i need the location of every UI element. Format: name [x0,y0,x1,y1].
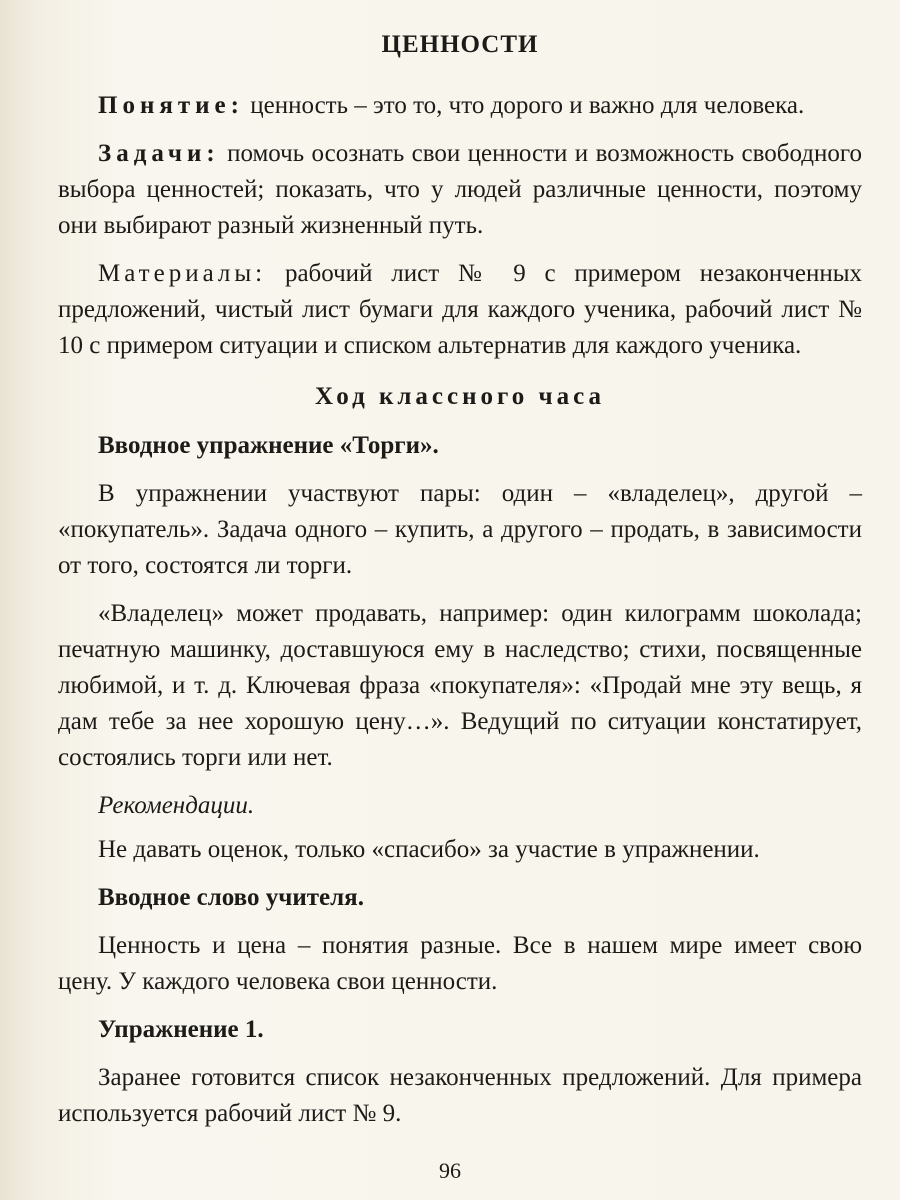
teacher-intro-heading: Вводное слово учителя. [98,884,364,911]
recommendations-text: Не давать оценок, только «спасибо» за участие в упражнении. [98,836,760,863]
concept-text: ценность – это то, что дорого и важно для человека. [243,92,805,119]
materials-text: рабочий лист № 9 с примером незаконченных предложений, чистый лист бумаги для каждого ученика, рабочий лист № 10 с примером ситуации и списком альтернатив для каждого ученика. [58,260,862,359]
materials-label: Материалы: [98,260,267,287]
exercise-1-heading: Упражнение 1. [98,1016,264,1043]
page-number: 96 [439,1158,461,1183]
concept-label: Понятие: [98,92,244,119]
exercise-intro-paragraph-1: В упражнении участвуют пары: один – «владелец», другой – «покупатель». Задача одного – купить, а другого – продать, в зависимости от того, состоятся ли торги. [58,480,862,579]
teacher-intro-text: Ценность и цена – понятия разные. Все в нашем мире имеет свою цену. У каждого человека свои ценности. [58,932,862,995]
page-title: ЦЕННОСТИ [381,31,539,58]
exercise-1-text: Заранее готовится список незаконченных предложений. Для примера используется рабочий лист № 9. [58,1064,862,1127]
materials-paragraph [58,256,862,364]
tasks-paragraph [58,136,862,244]
tasks-label: Задачи: [98,140,220,167]
tasks-text: помочь осознать свои ценности и возможность свободного выбора ценностей; показать, что у людей различные ценности, поэтому они выбирают разный жизненный путь. [58,140,862,239]
exercise-intro-paragraph-2: «Владелец» может продавать, например: один килограмм шоколада; печатную машинку, доставшуюся ему в наследство; стихи, посвященные любимой, и т. д. Ключевая фраза «покупателя»: «Продай мне эту вещь, я дам тебе за нее хорошую цену…». Ведущий по ситуации констатирует, состоялись торги или нет. [58,600,862,771]
section-heading: Ход классного часа [315,383,605,410]
recommendations-heading: Рекомендации. [98,792,255,819]
concept-paragraph [58,88,862,124]
exercise-intro-heading: Вводное упражнение «Торги». [98,432,439,459]
